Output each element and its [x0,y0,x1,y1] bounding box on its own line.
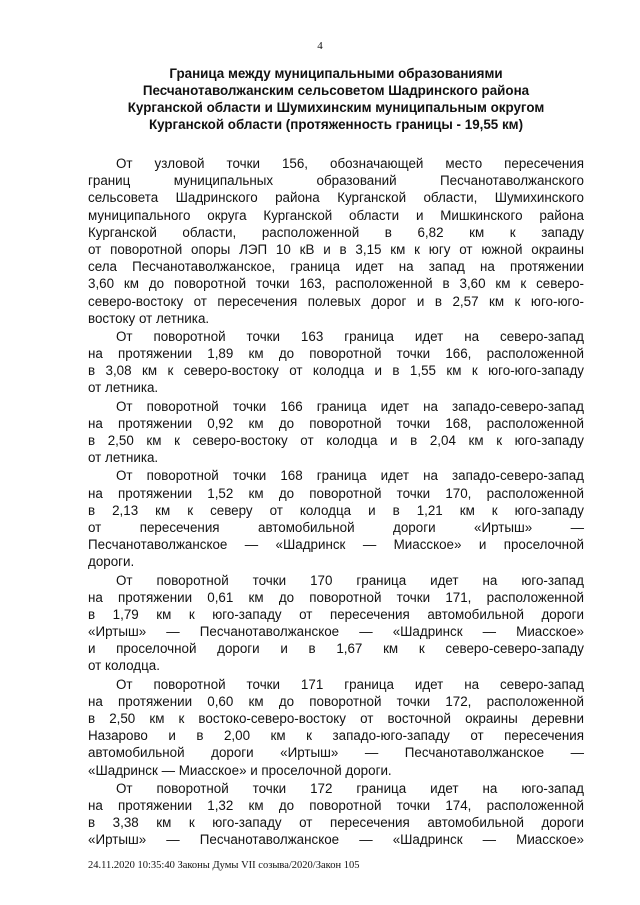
paragraph-line: на протяжении 0,61 км до поворотной точки 171, расположенной [88,589,584,605]
paragraph-line: на протяжении 1,52 км до поворотной точки 170, расположенной [88,485,584,501]
paragraph-line: От поворотной точки 171 граница идет на северо-запад [116,676,584,692]
paragraph-line: в 3,38 км к юго-западу от пересечения автомобильной дороги [88,815,584,831]
paragraph-line: от летника. [88,450,159,466]
paragraph [88,676,584,779]
paragraph-line: села Песчанотаволжанское, граница идет на запад на протяжении [88,259,584,275]
paragraph [88,467,584,570]
paragraph-line: От поворотной точки 168 граница идет на западо-северо-запад [116,468,584,484]
paragraph-line: «Иртыш» — Песчанотаволжанское — «Шадринск — Миасское» [88,832,584,848]
paragraph-line: От поворотной точки 170 граница идет на юго-запад [116,572,584,588]
paragraph-line: границ муниципальных образований Песчанотаволжанского [88,173,584,189]
page-number: 4 [317,40,323,52]
paragraph-line: сельсовета Шадринского района Курганской области, Шумихинского [88,190,584,206]
paragraph-line: От поворотной точки 163 граница идет на северо-запад [116,328,584,344]
paragraph-line: от поворотной опоры ЛЭП 10 кВ и в 3,15 км к югу от южной окраины [88,241,584,257]
paragraph-line: от пересечения автомобильной дороги «Иртыш» — [88,519,584,535]
paragraph-line: и проселочной дороги и в 1,67 км к северо-северо-западу [88,641,584,657]
paragraph-line: от летника. [88,380,159,396]
paragraph-line: на протяжении 1,32 км до поворотной точки 174, расположенной [88,797,584,813]
paragraph-line: на протяжении 0,92 км до поворотной точки 168, расположенной [88,415,584,431]
document-body [88,155,584,850]
paragraph-line: дороги. [88,554,135,570]
paragraph-line: северо-востоку от пересечения полевых дорог и в 2,57 км к юго-юго- [88,293,584,309]
paragraph-line: 3,60 км до поворотной точки 163, расположенной в 3,60 км к северо- [88,276,584,292]
paragraph-line: в 2,50 км к северо-востоку от колодца и в 2,04 км к юго-западу [88,433,584,448]
paragraph [88,155,584,327]
paragraph-line: Назарово и в 2,00 км к западо-юго-западу от пересечения [88,728,584,744]
paragraph-line: Песчанотаволжанское — «Шадринск — Миасское» и проселочной [88,537,584,553]
title-line: Курганской области (протяженность границы - 19,55 км) [148,117,524,132]
paragraph-line: «Шадринск — Миасское» и проселочной дороги. [88,762,392,778]
paragraph [88,572,584,675]
paragraph-line: на протяжении 0,60 км до поворотной точки 172, расположенной [88,693,584,709]
paragraph-line: в 2,50 км к востоко-северо-востоку от восточной окраины деревни [88,711,584,726]
paragraph-line: в 2,13 км к северу от колодца и в 1,21 км к юго-западу [88,502,584,518]
title-line: Песчанотаволжанским сельсоветом Шадринского района [142,83,530,98]
paragraph-line: От узловой точки 156, обозначающей место пересечения [116,156,584,171]
paragraph-line: От поворотной точки 172 граница идет на юго-запад [116,780,584,796]
paragraph [88,398,584,467]
paragraph-line: востоку от летника. [88,310,210,326]
paragraph-line: Курганской области, расположенной в 6,82 км к западу [88,224,584,240]
paragraph-line: в 1,79 км к юго-западу от пересечения автомобильной дороги [88,606,584,622]
title-line: Курганской области и Шумихинским муниципальным округом [127,100,545,115]
paragraph-line: в 3,08 км к северо-востоку от колодца и в 1,55 км к юго-юго-западу [88,363,584,379]
paragraph-line: От поворотной точки 166 граница идет на западо-северо-запад [116,398,584,414]
paragraph-line: муниципального округа Курганской области и Мишкинского района [88,207,584,223]
title-line: Граница между муниципальными образованиями [169,66,503,81]
paragraph [88,780,584,849]
paragraph-line: автомобильной дороги «Иртыш» — Песчанотаволжанское — [88,745,584,761]
footer-stamp: 24.11.2020 10:35:40 Законы Думы VII созыва/2020/Закон 105 [88,860,360,871]
paragraph [88,328,584,397]
paragraph-line: на протяжении 1,89 км до поворотной точки 166, расположенной [88,346,584,362]
paragraph-line: «Иртыш» — Песчанотаволжанское — «Шадринск — Миасское» [88,624,584,640]
paragraph-line: от колодца. [88,658,160,674]
document-title [88,65,584,133]
